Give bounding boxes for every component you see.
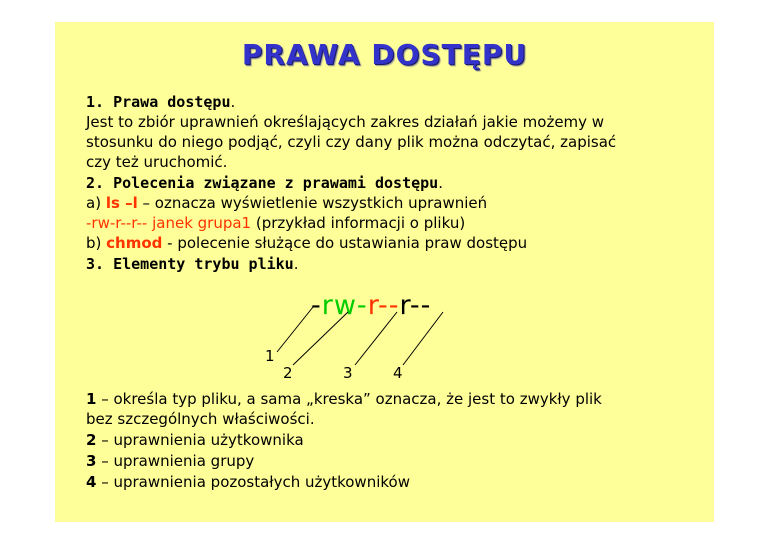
perm-other: r-- (399, 290, 432, 321)
arrow-2 (293, 312, 348, 365)
desc-3-text: – uprawnienia grupy (96, 452, 255, 470)
section-1-heading-text: 1. Prawa dostępu (86, 93, 231, 111)
desc-1 (86, 390, 602, 408)
desc-1-text: – określa typ pliku, a sama „kreska” oznacza, że jest to zwykły plik (96, 390, 602, 408)
desc-2 (86, 431, 304, 449)
label-2: 2 (283, 364, 293, 382)
desc-1-num: 1 (86, 390, 97, 408)
section-1-line-2: stosunku do niego podjąć, czyli czy dany plik można odczytać, zapisać (86, 133, 617, 151)
section-3-heading-text: 3. Elementy trybu pliku (86, 255, 294, 273)
arrow-4 (403, 312, 443, 365)
perm-type: - (311, 290, 322, 321)
section-1-dot: . (230, 93, 236, 111)
section-3-dot: . (293, 255, 299, 273)
item-b-prefix: b) (86, 234, 107, 252)
label-1: 1 (265, 347, 275, 365)
example-desc: (przykład informacji o pliku) (251, 214, 466, 232)
command-ls-desc: – oznacza wyświetlenie wszystkich uprawnień (137, 194, 488, 212)
slide (55, 22, 714, 522)
section-1-line-1: Jest to zbiór uprawnień określających zakres działań jakie możemy w (86, 113, 605, 131)
desc-2-num: 2 (86, 431, 97, 449)
desc-4-text: – uprawnienia pozostałych użytkowników (96, 473, 410, 491)
label-3: 3 (343, 364, 353, 382)
desc-4-num: 4 (86, 473, 97, 491)
command-chmod: chmod (106, 234, 163, 252)
label-4: 4 (393, 364, 403, 382)
section-2-dot: . (438, 174, 443, 192)
section-2-heading-text: 2. Polecenia związane z prawami dostępu (86, 174, 439, 192)
section-1-line-3: czy też uruchomić. (86, 153, 228, 171)
desc-3-num: 3 (86, 452, 97, 470)
perm-user: rw- (321, 290, 368, 321)
desc-1-cont: bez szczególnych właściwości. (86, 410, 315, 428)
desc-3 (86, 452, 254, 470)
desc-4 (86, 473, 410, 491)
perm-group: r-- (367, 290, 400, 321)
item-a-prefix: a) (86, 194, 106, 212)
page-title: PRAWA DOSTĘPU (241, 38, 528, 71)
desc-2-text: – uprawnienia użytkownika (96, 431, 304, 449)
command-ls: ls –l (105, 194, 138, 212)
arrow-1 (277, 307, 313, 352)
example-output: -rw-r--r-- janek grupa1 (86, 214, 252, 232)
command-chmod-desc: - polecenie służące do ustawiania praw dostępu (162, 234, 528, 252)
arrow-3 (355, 312, 397, 365)
